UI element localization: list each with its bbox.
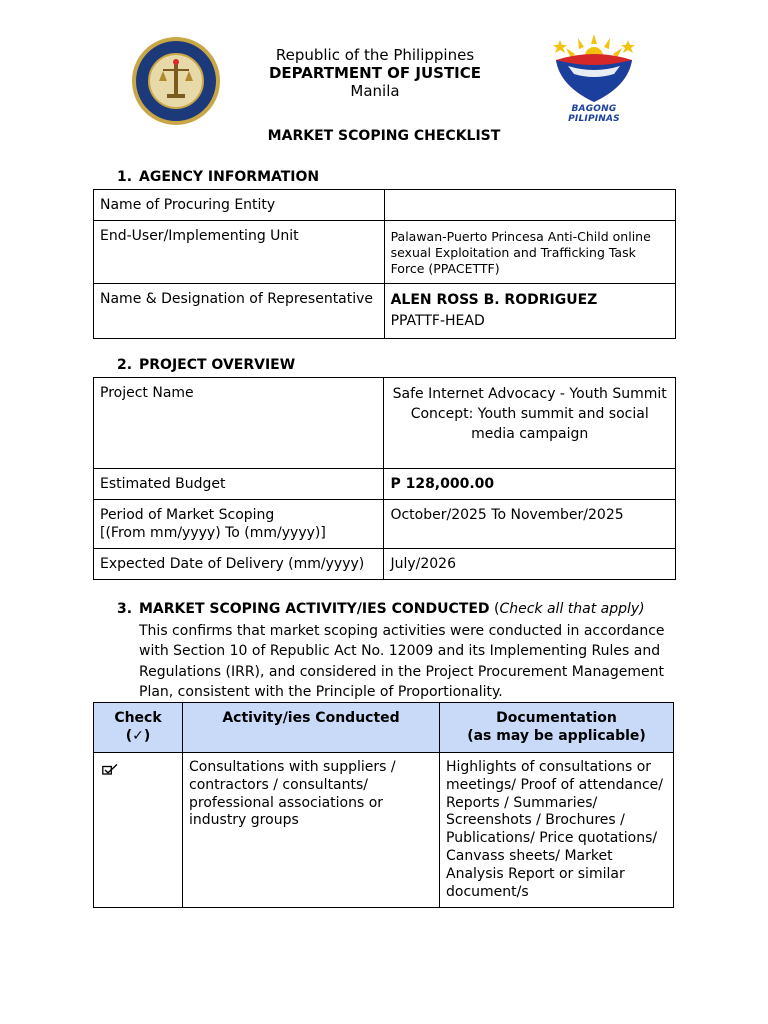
department-line: DEPARTMENT OF JUSTICE [268,64,482,82]
section-3-title: MARKET SCOPING ACTIVITY/IES CONDUCTED [139,601,490,617]
scoping-period-label [94,500,384,549]
project-name-value: Safe Internet Advocacy - Youth Summit Concept: Youth summit and social media campaign [384,378,676,469]
city-line: Manila [350,82,400,100]
bagong-pilipinas-emblem-icon [548,30,640,104]
section-1-heading [117,169,319,185]
table-row [94,549,676,580]
section-3-note-open: ( [493,601,500,617]
section-2-heading [117,357,295,373]
activity-cell: Consultations with suppliers / contractors / consultants/ professional associations or industry groups [183,753,440,908]
section-3-number: 3. [117,601,133,617]
check-column-header [94,703,183,753]
republic-line: Republic of the Philippines [275,46,475,64]
bagong-pilipinas-logo [548,30,640,124]
section-2-number: 2. [117,357,133,373]
bagong-pilipinas-text: BAGONG PILIPINAS [568,104,620,124]
section-3-paragraph: This confirms that market scoping activities were conducted in accordance with Section 10 of Republic Act No. 12009 and its Implementing Rules and Regulations (IRR), and considered in the Project Procurement Management Plan, consistent with the Principle of Proportionality. [139,623,665,700]
project-name-label: Project Name [94,378,384,469]
market-scoping-activity-table [93,702,674,908]
check-header-mark: (✓) [125,728,151,744]
section-2-title: PROJECT OVERVIEW [139,357,296,373]
checkbox-icon[interactable] [102,763,118,775]
representative-designation: PPATTF-HEAD [390,313,485,329]
estimated-budget-value: P 128,000.00 [384,469,676,500]
table-row [94,221,676,284]
procuring-entity-value [384,190,675,221]
section-1-title: AGENCY INFORMATION [139,169,320,185]
letterhead [230,46,520,100]
table-header-row [94,703,674,753]
table-row [94,284,676,339]
scoping-period-label-line2: [(From mm/yyyy) To (mm/yyyy)] [100,525,326,541]
scoping-period-value: October/2025 To November/2025 [384,500,676,549]
delivery-date-label: Expected Date of Delivery (mm/yyyy) [94,549,384,580]
scoping-period-label-line1: Period of Market Scoping [100,507,275,523]
table-row [94,190,676,221]
section-3-heading [117,601,645,617]
end-user-label: End-User/Implementing Unit [94,221,385,284]
activity-column-header: Activity/ies Conducted [183,703,440,753]
representative-label: Name & Designation of Representative [94,284,385,339]
delivery-date-value: July/2026 [384,549,676,580]
document-title: MARKET SCOPING CHECKLIST [267,128,501,144]
estimated-budget-label: Estimated Budget [94,469,384,500]
end-user-value: Palawan-Puerto Princesa Anti-Child online sexual Exploitation and Trafficking Task Force (PPACETTF) [384,221,675,284]
doj-seal-logo [131,36,221,126]
project-overview-table [93,377,676,580]
section-1-number: 1. [117,169,133,185]
representative-value [384,284,675,339]
procuring-entity-label: Name of Procuring Entity [94,190,385,221]
check-header-label: Check [114,710,162,726]
table-row [94,753,674,908]
agency-information-table [93,189,676,339]
table-row [94,378,676,469]
section-3-note: Check all that apply) [499,601,645,617]
documentation-header-label: Documentation [496,710,617,726]
representative-name: ALEN ROSS B. RODRIGUEZ [390,292,598,308]
documentation-header-sub: (as may be applicable) [467,728,646,744]
table-row [94,469,676,500]
check-cell[interactable] [94,753,183,908]
documentation-column-header [440,703,674,753]
table-row [94,500,676,549]
documentation-cell: Highlights of consultations or meetings/ Proof of attendance/ Reports / Summaries/ Screenshots / Brochures / Publications/ Price quotations/ Canvass sheets/ Market Analysis Report or similar document/s [440,753,674,908]
